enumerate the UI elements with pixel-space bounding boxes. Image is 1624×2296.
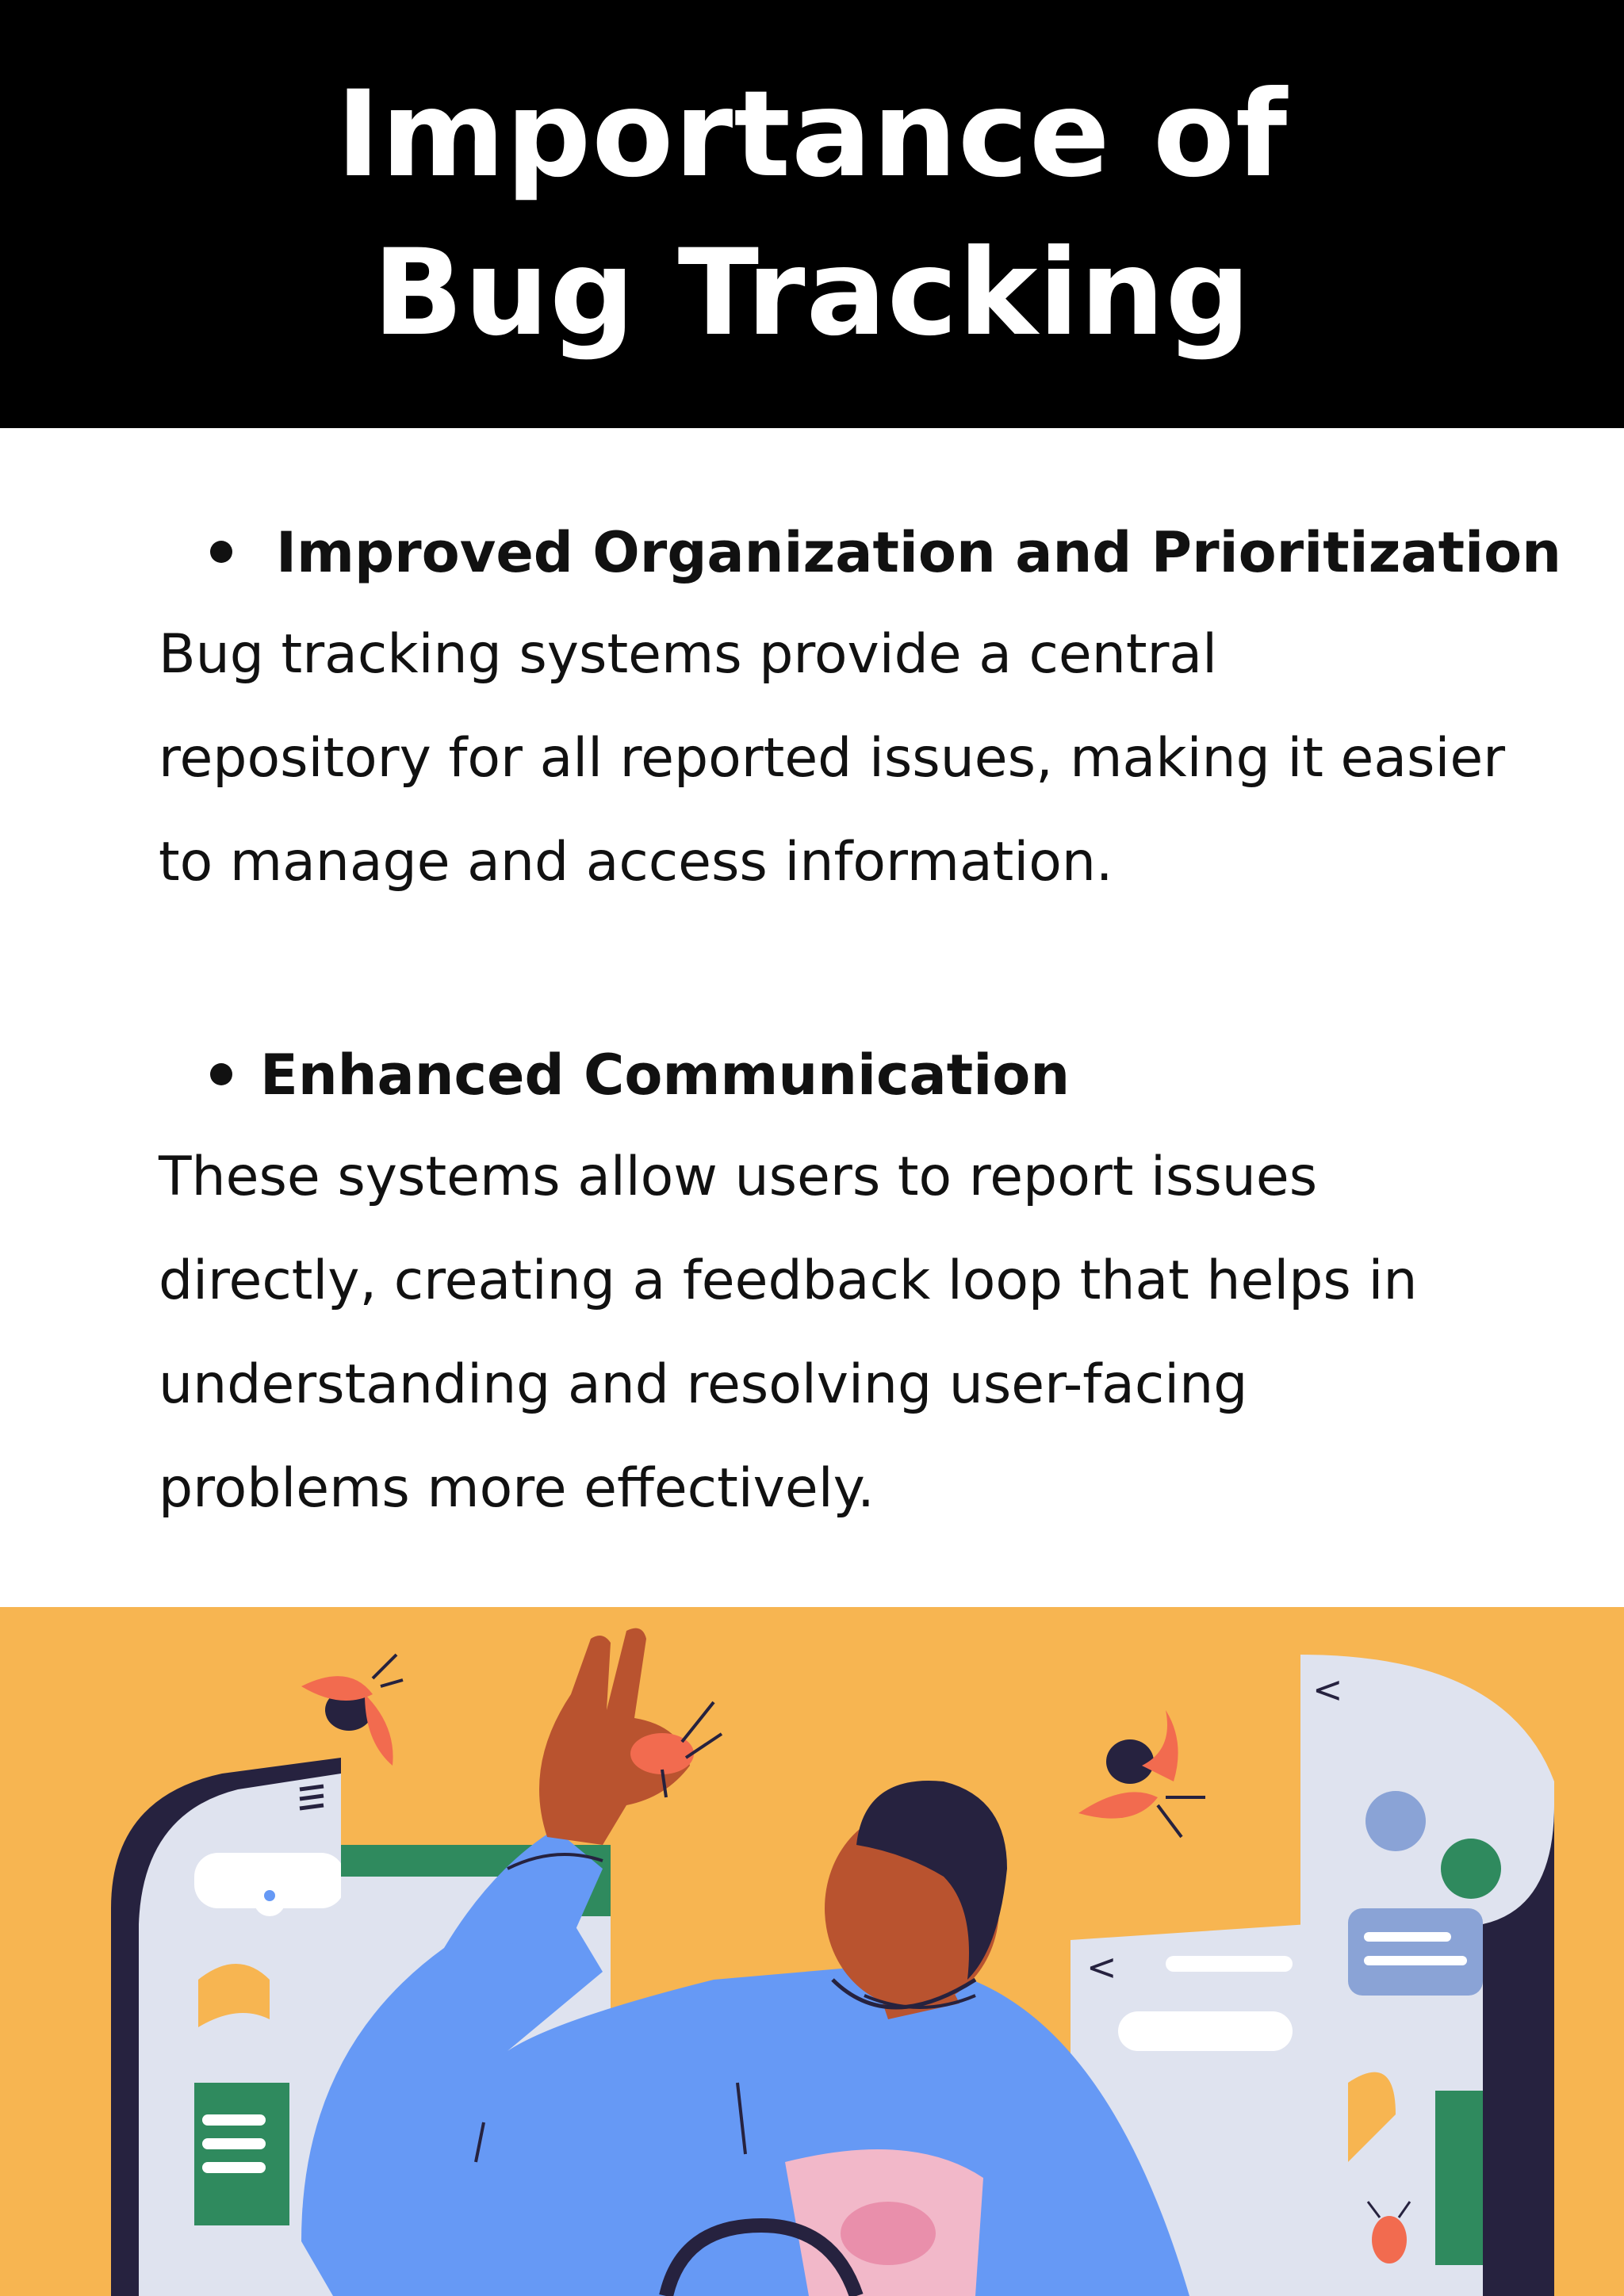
title-banner bbox=[0, 0, 1624, 428]
content-area bbox=[159, 499, 1562, 1540]
bullet-row bbox=[159, 1022, 1507, 1125]
page-title: Importance of Bug Tracking bbox=[335, 66, 1289, 362]
bullet-icon bbox=[210, 541, 232, 563]
section-organization bbox=[159, 499, 1562, 914]
section-body: Bug tracking systems provide a central repository for all reported issues, making it easier to manage and access information. bbox=[159, 623, 1506, 894]
back-chevron-icon: < bbox=[1312, 1668, 1343, 1711]
section-communication bbox=[159, 1022, 1507, 1540]
right-tall-screen bbox=[1300, 1655, 1554, 2296]
bug-tracking-illustration bbox=[0, 1607, 1624, 2296]
illustration-svg bbox=[0, 1607, 1624, 2296]
bullet-row bbox=[159, 499, 1562, 603]
section-heading: Enhanced Communication bbox=[260, 1043, 1071, 1108]
back-chevron-icon: < bbox=[1086, 1946, 1117, 1988]
section-body: These systems allow users to report issues directly, creating a feedback loop that helps in understanding and resolving user-facing problems more effectively. bbox=[159, 1146, 1418, 1520]
section-heading: Improved Organization and Prioritization bbox=[276, 520, 1562, 585]
bullet-icon bbox=[210, 1063, 232, 1085]
